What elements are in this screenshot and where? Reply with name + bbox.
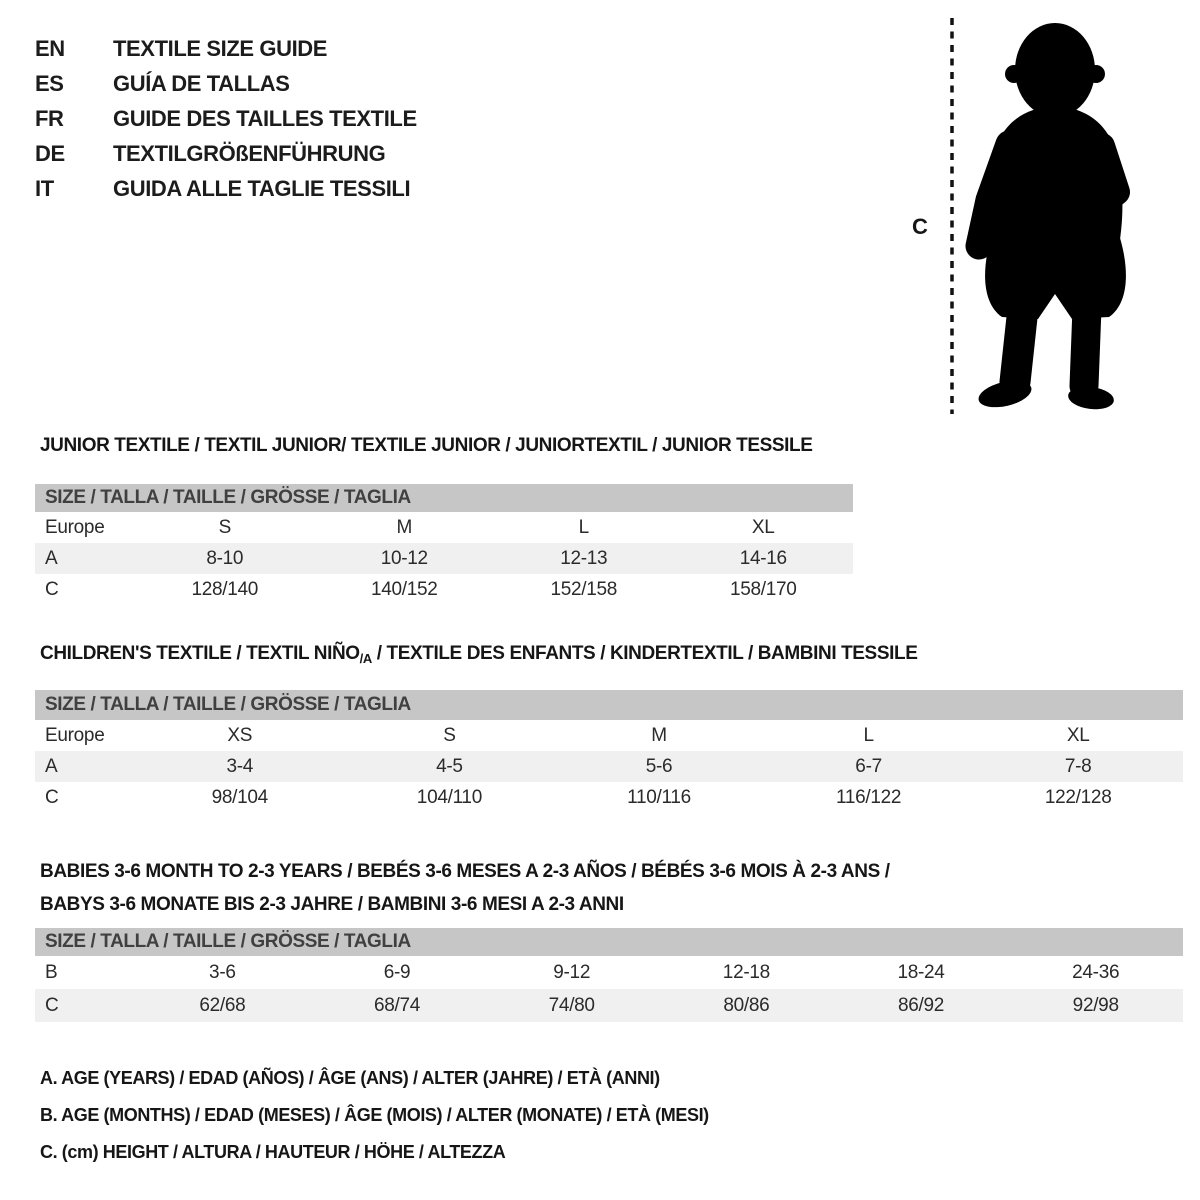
table-row-age [35, 543, 853, 574]
table-row-height [35, 782, 1183, 813]
children-section-title [40, 643, 917, 666]
cell-value: 24-36 [1072, 961, 1120, 983]
cell-value: 14-16 [739, 547, 787, 569]
cell-value: 8-10 [206, 547, 244, 569]
cell-value: 68/74 [373, 994, 421, 1016]
lang-code: ES [35, 70, 64, 96]
row-label: C [45, 994, 59, 1016]
cell-value: 7-8 [1064, 755, 1092, 777]
lang-row-it [35, 171, 417, 206]
cell-value: 4-5 [436, 755, 463, 777]
size-header-bar: SIZE / TALLA / TAILLE / GRÖSSE / TAGLIA [35, 928, 1183, 956]
row-label: A [45, 547, 58, 569]
lang-label: TEXTILE SIZE GUIDE [113, 35, 328, 61]
cell-value: 86/92 [898, 994, 945, 1016]
language-list [35, 31, 417, 206]
col-size: L [578, 516, 589, 538]
cell-value: 10-12 [380, 547, 428, 569]
cell-value: 3-4 [226, 755, 254, 777]
table-row-months [35, 956, 1183, 989]
babies-title-line1: BABIES 3-6 MONTH TO 2-3 YEARS / BEBÉS 3-6 MESES A 2-3 AÑOS / BÉBÉS 3-6 MOIS À 2-3 ANS / [40, 861, 890, 882]
table-row-height [35, 989, 1183, 1022]
row-label: B [45, 961, 58, 983]
cell-value: 92/98 [1072, 994, 1119, 1016]
col-size: XL [1066, 724, 1090, 746]
col-size: XL [751, 516, 775, 538]
junior-size-table [35, 484, 853, 605]
children-title-sub: /A [359, 651, 372, 666]
babies-title-line2: BABYS 3-6 MONATE BIS 2-3 JAHRE / BAMBINI 3-6 MESI A 2-3 ANNI [40, 894, 624, 915]
cell-value: 9-12 [553, 961, 591, 983]
size-header-bar: SIZE / TALLA / TAILLE / GRÖSSE / TAGLIA [35, 690, 1183, 720]
cell-value: 98/104 [211, 786, 268, 808]
lang-label: GUIDE DES TAILLES TEXTILE [113, 105, 417, 131]
junior-section-title: JUNIOR TEXTILE / TEXTIL JUNIOR/ TEXTILE JUNIOR / JUNIORTEXTIL / JUNIOR TESSILE [40, 435, 813, 456]
row-label: Europe [45, 724, 105, 746]
babies-size-table [35, 928, 1183, 1022]
legend-line-b: B. AGE (MONTHS) / EDAD (MESES) / ÂGE (MOIS) / ALTER (MONATE) / ETÀ (MESI) [40, 1105, 709, 1125]
table-row-europe [35, 720, 1183, 751]
children-size-table [35, 690, 1183, 813]
cell-value: 116/122 [835, 786, 902, 808]
row-label: A [45, 755, 58, 777]
col-size: M [396, 516, 413, 538]
legend [40, 1060, 709, 1171]
lang-label: TEXTILGRÖßENFÜHRUNG [113, 140, 386, 166]
lang-row-fr [35, 101, 417, 136]
cell-value: 18-24 [897, 961, 945, 983]
lang-row-en [35, 31, 417, 66]
cell-value: 5-6 [645, 755, 673, 777]
lang-label: GUIDA ALLE TAGLIE TESSILI [113, 175, 411, 201]
table-row-height [35, 574, 853, 605]
toddler-silhouette [976, 23, 1126, 412]
toddler-silhouette-figure [905, 10, 1195, 420]
cell-value: 12-13 [560, 547, 608, 569]
legend-line-c: C. (cm) HEIGHT / ALTURA / HAUTEUR / HÖHE / ALTEZZA [40, 1142, 506, 1162]
cell-value: 122/128 [1044, 786, 1112, 808]
size-header-bar: SIZE / TALLA / TAILLE / GRÖSSE / TAGLIA [35, 484, 853, 512]
babies-section-title [40, 855, 890, 921]
cell-value: 6-9 [383, 961, 411, 983]
cell-value: 158/170 [729, 578, 797, 600]
cell-value: 140/152 [370, 578, 438, 600]
lang-row-es [35, 66, 417, 101]
cell-value: 3-6 [209, 961, 236, 983]
col-size: M [651, 724, 667, 746]
cell-value: 104/110 [416, 786, 482, 808]
row-label: Europe [45, 516, 105, 538]
cell-value: 6-7 [855, 755, 882, 777]
cell-value: 62/68 [199, 994, 246, 1016]
lang-code: IT [35, 175, 54, 201]
cell-value: 128/140 [191, 578, 259, 600]
col-size: S [443, 724, 456, 746]
children-title-post: / TEXTILE DES ENFANTS / KINDERTEXTIL / BAMBINI TESSILE [371, 643, 918, 664]
lang-code: DE [35, 140, 65, 166]
cell-value: 152/158 [550, 578, 618, 600]
lang-code: FR [35, 105, 64, 131]
cell-value: 80/86 [723, 994, 770, 1016]
lang-label: GUÍA DE TALLAS [113, 70, 290, 96]
col-size: S [218, 516, 231, 538]
lang-row-de [35, 136, 417, 171]
height-measure-label: C [912, 214, 928, 239]
cell-value: 74/80 [548, 994, 595, 1016]
col-size: L [863, 724, 874, 746]
col-size: XS [227, 724, 253, 746]
children-title-pre: CHILDREN'S TEXTILE / TEXTIL NIÑO [40, 643, 360, 664]
row-label: C [45, 786, 59, 808]
table-row-age [35, 751, 1183, 782]
legend-line-a: A. AGE (YEARS) / EDAD (AÑOS) / ÂGE (ANS) / ALTER (JAHRE) / ETÀ (ANNI) [40, 1068, 660, 1088]
cell-value: 12-18 [722, 961, 770, 983]
lang-code: EN [35, 35, 65, 61]
table-row-europe [35, 512, 853, 543]
cell-value: 110/116 [627, 786, 691, 808]
row-label: C [45, 578, 59, 600]
